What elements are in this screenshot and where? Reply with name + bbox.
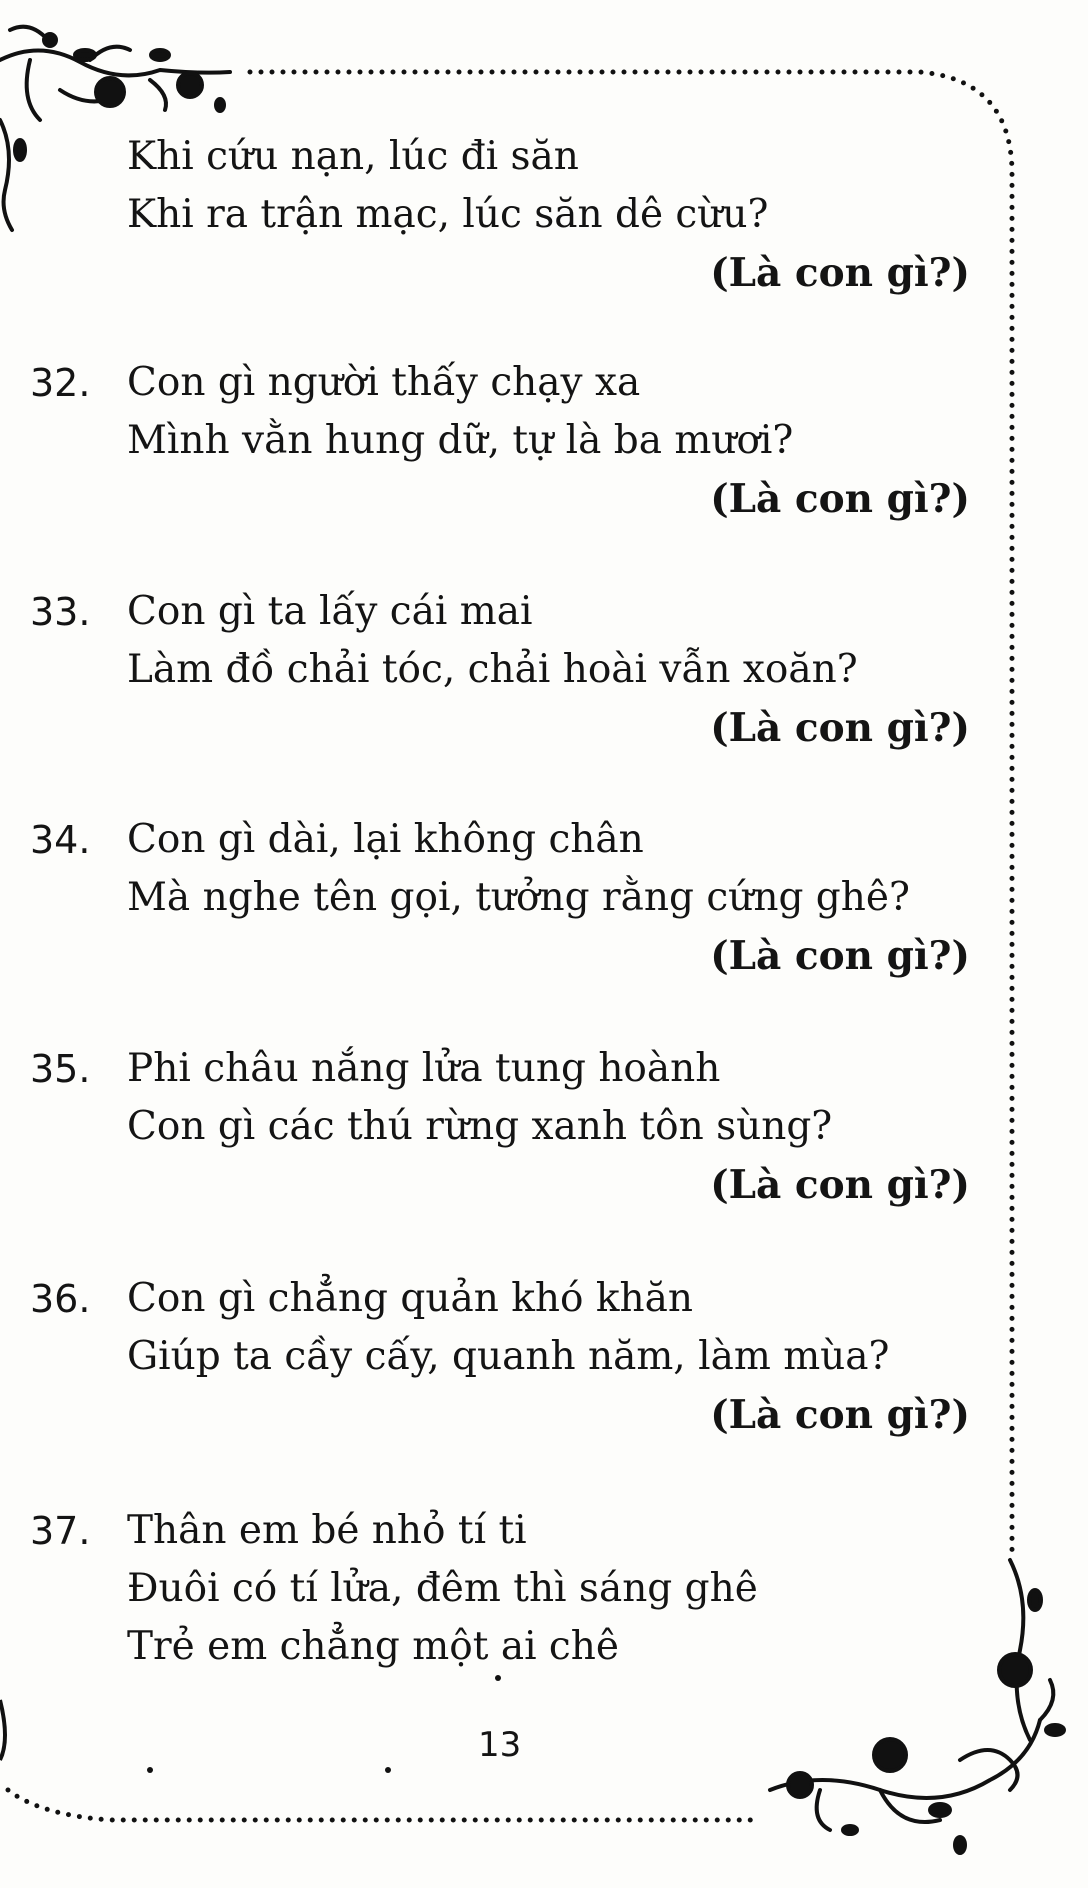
riddle-line: Con gì chẳng quản khó khăn (127, 1276, 693, 1321)
riddle-line: Thân em bé nhỏ tí ti (127, 1508, 527, 1553)
riddle-line: Khi cứu nạn, lúc đi săn (127, 134, 579, 179)
riddle-number: 32. (30, 361, 91, 405)
riddle-line: Con gì người thấy chạy xa (127, 360, 641, 405)
riddle-answer-prompt: (Là con gì?) (710, 1162, 970, 1208)
riddle-line: Giúp ta cầy cấy, quanh năm, làm mùa? (127, 1334, 890, 1379)
riddle-line: Làm đồ chải tóc, chải hoài vẫn xoăn? (127, 647, 858, 692)
riddle-line: Con gì ta lấy cái mai (127, 589, 533, 634)
riddle-answer-prompt: (Là con gì?) (710, 250, 970, 296)
riddle-37 (30, 1502, 970, 1676)
page-number: 13 (478, 1725, 522, 1765)
riddle-answer-prompt: (Là con gì?) (710, 933, 970, 979)
riddle-35 (30, 1040, 970, 1214)
riddle-number: 35. (30, 1047, 91, 1091)
riddle-line: Phi châu nắng lửa tung hoành (127, 1046, 721, 1091)
riddle-number: 34. (30, 818, 91, 862)
riddle-answer-prompt: (Là con gì?) (710, 1392, 970, 1438)
riddle-line: Đuôi có tí lửa, đêm thì sáng ghê (127, 1566, 758, 1611)
riddle-33 (30, 583, 970, 757)
riddle-number: 36. (30, 1277, 91, 1321)
riddle-line: Mình vằn hung dữ, tự là ba mươi? (127, 418, 794, 463)
riddle-number: 37. (30, 1509, 91, 1553)
riddle-answer-prompt: (Là con gì?) (710, 705, 970, 751)
riddle-line: Khi ra trận mạc, lúc săn dê cừu? (127, 192, 769, 237)
riddle-32 (30, 354, 970, 528)
riddle-line: Mà nghe tên gọi, tưởng rằng cứng ghê? (127, 875, 910, 920)
riddle-number: 33. (30, 590, 91, 634)
riddle-line: Con gì dài, lại không chân (127, 817, 644, 862)
riddle-answer-prompt: (Là con gì?) (710, 476, 970, 522)
riddle-line: Trẻ em chẳng một ai chê (127, 1624, 619, 1669)
riddle-36 (30, 1270, 970, 1444)
riddle-34 (30, 811, 970, 985)
riddle-line: Con gì các thú rừng xanh tôn sùng? (127, 1104, 833, 1149)
riddle-continuation (30, 128, 970, 302)
